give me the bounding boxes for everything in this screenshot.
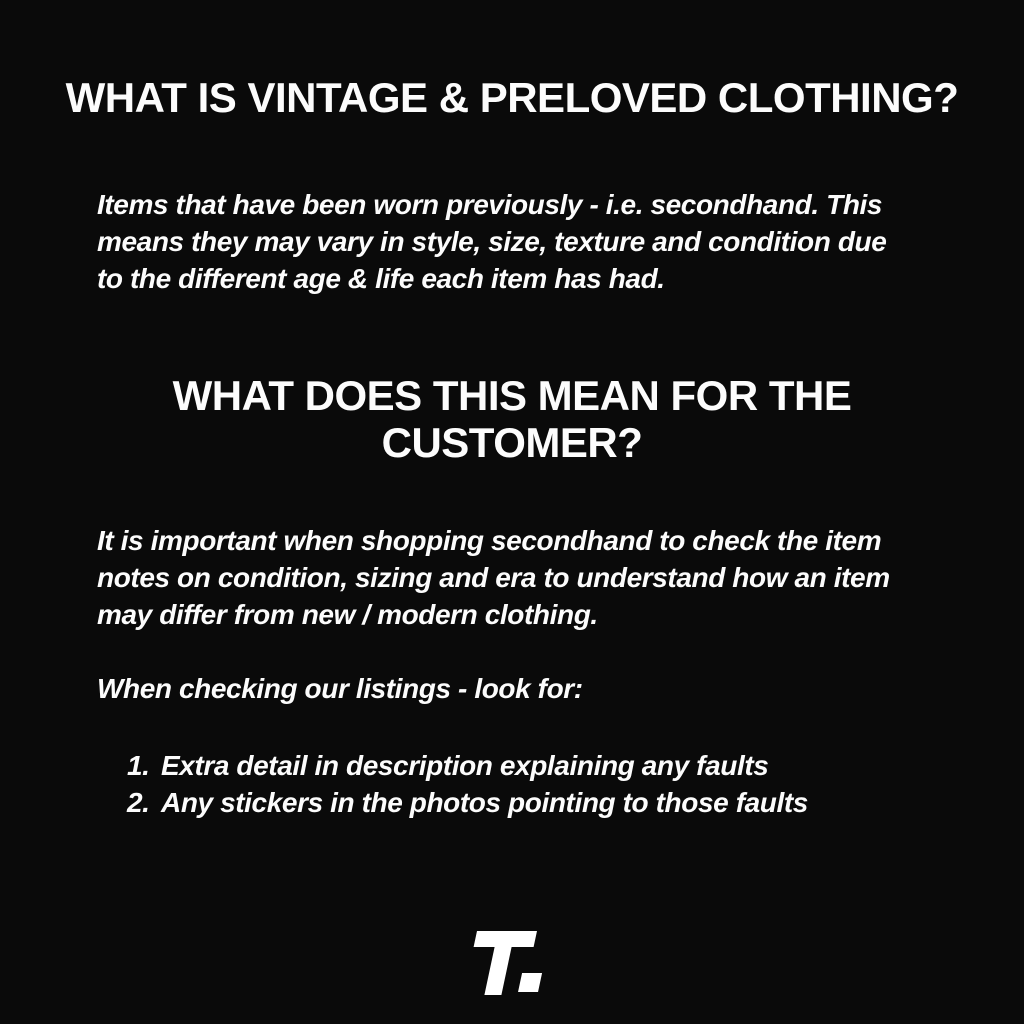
list-item (127, 747, 947, 784)
list-item (127, 784, 947, 821)
text-line: to the different age & life each item has had. (97, 263, 665, 294)
list-item-text: Any stickers in the photos pointing to those faults (161, 787, 808, 818)
what-is-description (97, 186, 957, 297)
customer-description (97, 522, 957, 633)
list-item-number: 2. (127, 787, 150, 818)
listings-instruction: When checking our listings - look for: (97, 673, 583, 704)
logo-t-period-shape (518, 973, 542, 992)
faults-checklist (127, 747, 947, 821)
heading-line: CUSTOMER? (381, 419, 643, 466)
text-line: means they may vary in style, size, texture and condition due (97, 226, 887, 257)
heading-what-is-vintage: WHAT IS VINTAGE & PRELOVED CLOTHING? (65, 74, 959, 121)
text-line: Items that have been worn previously - i.e. secondhand. This (97, 189, 883, 220)
text-line: notes on condition, sizing and era to understand how an item (97, 562, 890, 593)
text-line: may differ from new / modern clothing. (97, 599, 598, 630)
brand-logo-t (463, 931, 552, 995)
heading-line: WHAT DOES THIS MEAN FOR THE (172, 372, 852, 419)
list-item-number: 1. (127, 750, 150, 781)
list-item-text: Extra detail in description explaining any faults (161, 750, 769, 781)
text-line: It is important when shopping secondhand to check the item (97, 525, 882, 556)
heading-customer-meaning (0, 372, 1024, 466)
